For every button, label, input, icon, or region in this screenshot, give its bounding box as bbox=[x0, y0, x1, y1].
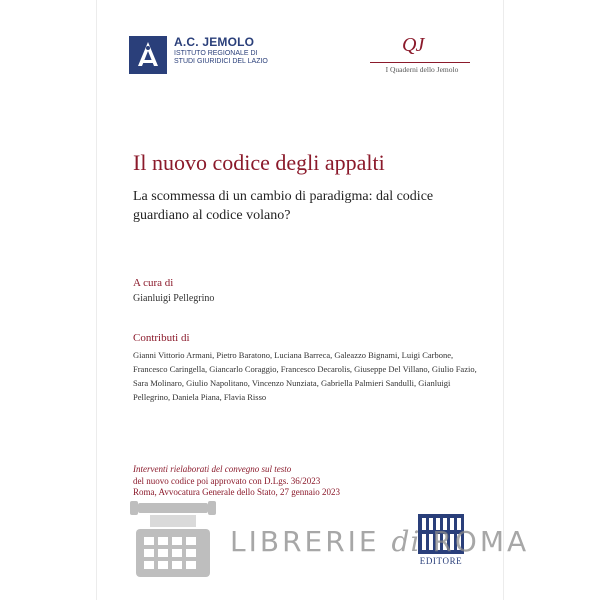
jemolo-emblem-icon bbox=[129, 36, 167, 74]
typewriter-watermark-icon bbox=[128, 497, 218, 581]
watermark-word-librerie: LIBRERIE bbox=[230, 525, 380, 558]
watermark-text bbox=[230, 525, 529, 558]
book-title: Il nuovo codice degli appalti bbox=[133, 150, 385, 175]
contributors-label: Contributi di bbox=[133, 332, 190, 344]
series-divider bbox=[370, 62, 470, 63]
curator-label: A cura di bbox=[133, 277, 174, 289]
contributors-list: Gianni Vittorio Armani, Pietro Baratono, Luciana Barreca, Galeazzo Bignami, Luigi Carbone, Francesco Caringella, Giancarlo Coraggio, Francesco Decarolis, Giuseppe Del Villano, Giulio Fazio, Sara Molinaro, Giulio Napolitano, Vincenzo Nunziata, Gabriella Palmieri Sandulli, Gianluigi Pellegrino, Daniela Piana, Flavia Risso bbox=[133, 350, 477, 402]
curator-name: Gianluigi Pellegrino bbox=[133, 293, 215, 304]
series-caption: I Quaderni dello Jemolo bbox=[385, 65, 459, 74]
conference-note-line1: Interventi rielaborati del convegno sul testo bbox=[133, 464, 292, 474]
conference-note-line3: Roma, Avvocatura Generale dello Stato, 27 gennaio 2023 bbox=[133, 487, 341, 497]
institute-name: A.C. JEMOLO bbox=[174, 35, 255, 49]
series-logo: QJ bbox=[402, 34, 424, 56]
book-subtitle: La scommessa di un cambio di paradigma: dal codice guardiano al codice volano? bbox=[133, 189, 434, 223]
watermark-word-roma: ROMA bbox=[432, 525, 530, 558]
conference-note bbox=[133, 464, 478, 499]
watermark-word-di: di bbox=[391, 525, 421, 558]
institute-subtitle: ISTITUTO REGIONALE DI STUDI GIURIDICI DEL LAZIO bbox=[174, 50, 268, 65]
jemolo-logo bbox=[129, 36, 167, 74]
conference-note-line2: del nuovo codice poi approvato con D.Lgs. 36/2023 bbox=[133, 475, 321, 486]
publisher-name: EDITORE bbox=[419, 556, 463, 566]
